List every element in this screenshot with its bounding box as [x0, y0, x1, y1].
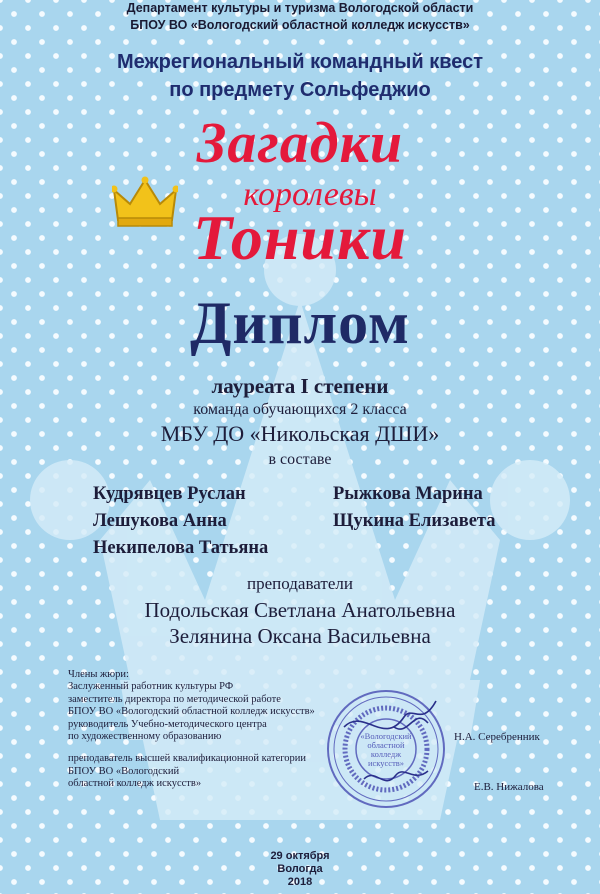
subtitle-line-2: по предмету Сольфеджио: [169, 79, 431, 101]
event-subtitle: [0, 48, 600, 104]
signature-name: Е.В. Нижалова: [474, 781, 544, 793]
quest-title-word-2: королевы: [243, 176, 377, 213]
jury-line: областной колледж искусств»: [68, 778, 202, 790]
stamp-text: искусств»: [367, 758, 405, 768]
team-member: Лешукова Анна: [93, 511, 227, 531]
jury-block: [68, 669, 348, 791]
jury-line: Члены жюри:: [68, 669, 129, 680]
team-description: команда обучающихся 2 класса: [193, 401, 407, 418]
signature-name: Н.А. Серебренник: [454, 731, 540, 743]
header-line-2: БПОУ ВО «Вологодский областной колледж искусств»: [130, 18, 470, 32]
date-place: [0, 850, 600, 889]
school-name: МБУ ДО «Никольская ДШИ»: [160, 421, 440, 446]
header-line-1: Департамент культуры и туризма Вологодской области: [126, 1, 474, 15]
team-member: Щукина Елизавета: [333, 511, 496, 531]
jury-line: руководитель Учебно-методического центра: [68, 718, 267, 730]
jury-line: преподаватель высшей квалификационной категории: [68, 753, 307, 765]
jury-line: заместитель директора по методической работе: [68, 693, 281, 705]
team-member: Рыжкова Марина: [333, 484, 483, 504]
team-member: Некипелова Татьяна: [93, 538, 269, 558]
diploma-title: Диплом: [190, 290, 410, 356]
stamp-text: областной: [367, 740, 405, 750]
teacher-name: Подольская Светлана Анатольевна: [144, 598, 456, 622]
stamp-text: «Вологодский: [360, 731, 412, 741]
award-degree: лауреата I степени: [211, 374, 389, 398]
footer-city: Вологда: [277, 863, 323, 875]
official-stamp: [324, 687, 448, 811]
quest-title-word-3: Тоники: [193, 202, 407, 273]
jury-line: Заслуженный работник культуры РФ: [68, 681, 234, 693]
organizer-header: [0, 0, 600, 34]
teacher-name: Зелянина Оксана Васильевна: [169, 624, 431, 648]
jury-line: БПОУ ВО «Вологодский областной колледж искусств»: [68, 706, 315, 718]
teachers-label: преподаватели: [247, 574, 353, 593]
team-member: Кудрявцев Руслан: [93, 484, 246, 504]
stamp-text: колледж: [370, 749, 402, 759]
subtitle-line-1: Межрегиональный командный квест: [116, 51, 484, 73]
jury-line: по художественному образованию: [68, 731, 222, 743]
composition-label: в составе: [268, 451, 332, 468]
footer-year: 2018: [287, 876, 313, 888]
footer-date: 29 октября: [270, 850, 330, 862]
quest-title-word-1: Загадки: [196, 110, 404, 175]
jury-line: БПОУ ВО «Вологодский: [68, 765, 180, 777]
